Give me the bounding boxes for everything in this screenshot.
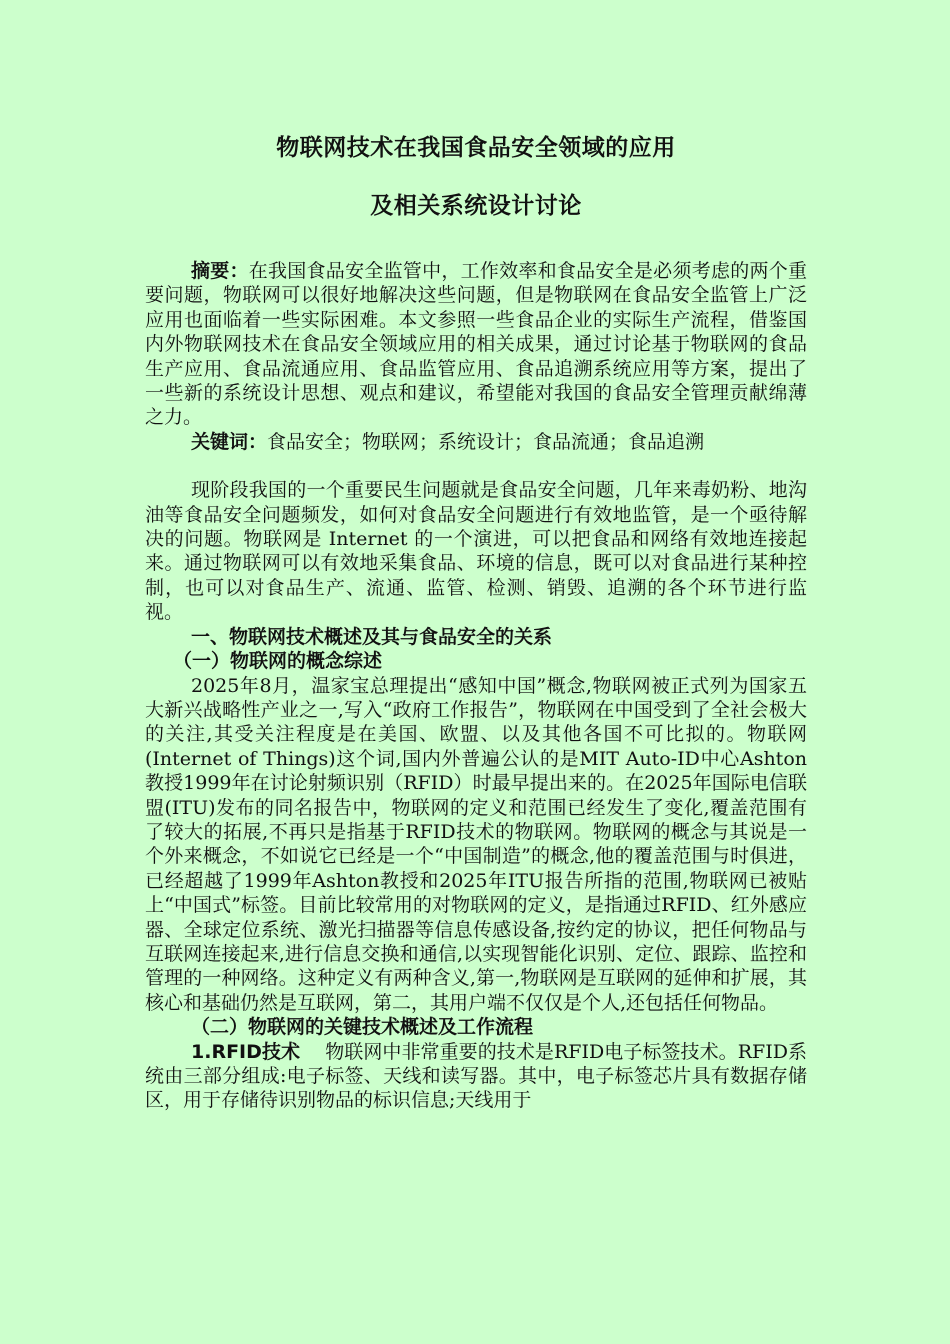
- abstract-label: 摘要：: [191, 260, 249, 282]
- document-page: [145, 130, 807, 1113]
- document-title-line1: 物联网技术在我国食品安全领域的应用: [276, 135, 676, 161]
- rfid-paragraph: [145, 1040, 807, 1113]
- rfid-label: 1.RFID技术: [191, 1040, 301, 1063]
- abstract-paragraph: [145, 259, 807, 430]
- keywords-text: 食品安全；物联网；系统设计；食品流通；食品追溯: [267, 430, 705, 453]
- abstract-text: 在我国食品安全监管中，工作效率和食品安全是必须考虑的两个重要问题，物联网可以很好地解决这些问题，但是物联网在食品安全监管上广泛应用也面临着一些实际困难。本文参照一些食品企业的实际生产流程，借鉴国内外物联网技术在食品安全领域应用的相关成果，通过讨论基于物联网的食品生产应用、食品流通应用、食品监管应用、食品追溯系统应用等方案，提出了一些新的系统设计思想、观点和建议，希望能对我国的食品安全管理贡献绵薄之力。: [145, 260, 807, 429]
- section1-heading: 一、物联网技术概述及其与食品安全的关系: [191, 625, 553, 648]
- rfid-text: 物联网中非常重要的技术是RFID电子标签技术。RFID系统由三部分组成:电子标签、天线和读写器。其中，电子标签芯片具有数据存储区，用于存储待识别物品的标识信息;天线用于: [145, 1040, 807, 1112]
- section1-sub1-heading: （一）物联网的概念综述: [173, 650, 383, 673]
- intro-paragraph: 现阶段我国的一个重要民生问题就是食品安全问题，几年来毒奶粉、地沟油等食品安全问题频发，如何对食品安全问题进行有效地监管，是一个亟待解决的问题。物联网是 Internet 的一个演进，可以把食品和网络有效地连接起来。通过物联网可以有效地采集食品、环境的信息，既可以对食品进行某种控制，也可以对食品生产、流通、监管、检测、销毁、追溯的各个环节进行监视。: [145, 479, 807, 624]
- section1-sub1-paragraph: 2025年8月，温家宝总理提出“感知中国”概念,物联网被正式列为国家五大新兴战略性产业之一,写入“政府工作报告”，物联网在中国受到了全社会极大的关注,其受关注程度是在美国、欧盟、以及其他各国不可比拟的。物联网(Internet of Things)这个词,国内外普遍公认的是MIT Auto-ID中心Ashton教授1999年在讨论射频识别（RFID）时最早提出来的。在2025年国际电信联盟(ITU)发布的同名报告中，物联网的定义和范围已经发生了变化,覆盖范围有了较大的拓展,不再只是指基于RFID技术的物联网。物联网的概念与其说是一个外来概念，不如说它已经是一个“中国制造”的概念,他的覆盖范围与时俱进，已经超越了1999年Ashton教授和2025年ITU报告所指的范围,物联网已被贴上“中国式”标签。目前比较常用的对物联网的定义，是指通过RFID、红外感应器、全球定位系统、激光扫描器等信息传感设备,按约定的协议，把任何物品与互联网连接起来,进行信息交换和通信,以实现智能化识别、定位、跟踪、监控和管理的一种网络。这种定义有两种含义,第一,物联网是互联网的延伸和扩展，其核心和基础仍然是互联网，第二，其用户端不仅仅是个人,还包括任何物品。: [145, 674, 807, 1014]
- document-title-line2: 及相关系统设计讨论: [370, 193, 582, 219]
- keywords-paragraph: [145, 430, 807, 454]
- keywords-label: 关键词：: [191, 430, 268, 453]
- section1-sub2-heading: （二）物联网的关键技术概述及工作流程: [191, 1016, 534, 1039]
